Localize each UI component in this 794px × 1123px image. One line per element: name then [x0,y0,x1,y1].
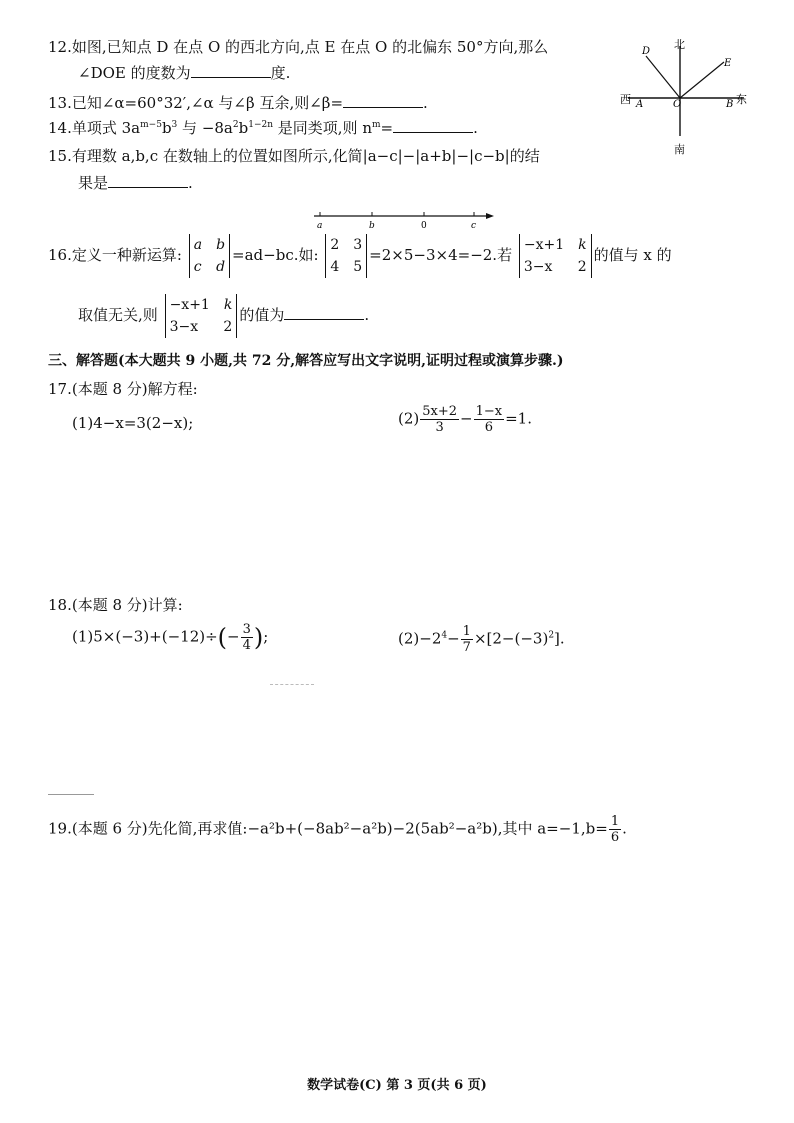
cell: −x+1 [169,297,210,313]
q19-end: . [622,819,627,838]
cell: b [216,237,226,253]
compass-diagram [618,36,758,162]
q14-prefix: 14.单项式 3a [48,119,141,137]
cell: −x+1 [523,237,565,253]
cell: a [193,237,203,253]
compass-south: 南 [674,143,685,156]
q16-line2 [78,294,369,338]
axis-label-a: a [317,221,323,231]
q16-line1 [48,234,672,278]
q18-p2-end: ]. [554,629,565,648]
q17-title: 17.(本题 8 分)解方程: [48,380,198,398]
cell: 5 [353,259,363,275]
denominator: 6 [484,420,493,435]
cell: k [578,237,587,253]
cell: k [223,297,233,313]
q16-cond-matrix-2 [165,294,238,338]
q14-mid2: 与 −8a [177,119,233,137]
q18-part2 [398,624,565,655]
cell: 3−x [169,319,199,335]
q12-line2 [78,62,290,83]
q14-exp1: m−5 [140,120,162,130]
q16-ex-result: =2×5−3×4=−2.若 [369,246,513,264]
denominator: 6 [610,830,620,845]
denominator: 4 [242,638,251,653]
cell: 2 [330,237,340,253]
axis-label-c: c [471,221,477,231]
q17-p2-suffix: =1. [505,409,532,428]
q18-p1-suffix: ; [263,627,269,646]
q16-line2-suffix: 的值为 [239,306,285,324]
q15-line1: 15.有理数 a,b,c 在数轴上的位置如图所示,化简|a−c|−|a+b|−|c−b|的结 [48,147,540,165]
numerator: 1−x [475,404,503,419]
q18-part1 [72,622,268,653]
q18-title: 18.(本题 8 分)计算: [48,596,183,614]
q18-fraction-1 [241,622,253,653]
q16-prefix: 16.定义一种新运算: [48,246,182,264]
q16-def-matrix [189,234,230,278]
q14-exp2: 3 [171,120,178,130]
q12-line2-suffix: 度. [270,64,291,82]
cell: 2 [223,319,233,335]
q15-answer-blank[interactable] [108,186,188,188]
q18-p2-exp2: 2 [548,630,555,641]
q19 [48,814,627,845]
q16-cond-matrix [519,234,592,278]
q17-p2-prefix: (2) [398,409,420,428]
section3-heading: 三、解答题(本大题共 9 小题,共 72 分,解答应写出文字说明,证明过程或演算步骤.) [48,353,564,369]
denominator: 3 [435,420,444,435]
q14-answer-blank[interactable] [393,131,473,133]
q15-line2-suffix: . [188,174,193,192]
q14-eq: = [380,119,394,137]
q17-fraction-1 [420,404,459,435]
q19-fraction [609,814,621,845]
paren-open: ( [217,623,228,652]
q18-p1-prefix: (1)5×(−3)+(−12)÷ [72,627,218,646]
q14-suffix: . [473,119,478,137]
page-footer: 数学试卷(C) 第 3 页(共 6 页) [307,1078,487,1093]
axis-label-0: 0 [421,221,427,231]
q17-part2 [398,404,532,435]
q18-p2-prefix: (2)−2 [398,629,442,648]
scan-mark [270,684,314,686]
scan-mark [48,794,94,796]
q15-line2-prefix: 果是 [78,174,109,192]
cell: 4 [330,259,340,275]
q18-p2-exp: 4 [441,630,448,641]
axis-label-b: b [369,221,375,231]
cell: 3 [353,237,363,253]
cell: 2 [577,259,587,275]
numerator: 3 [242,622,251,637]
q16-def-result: =ad−bc.如: [232,246,319,264]
denominator: 7 [462,640,471,655]
q18-p1-neg: − [227,627,240,646]
q17-part1: (1)4−x=3(2−x); [72,414,194,432]
q16-answer-blank[interactable] [284,318,364,320]
q14-exp3: 2 [232,120,239,130]
q18-p2-minus: − [447,629,460,648]
cell: c [193,259,202,275]
number-line [310,208,500,234]
q18-fraction-2 [461,624,473,655]
q12-line2-prefix: ∠DOE 的度数为 [78,64,191,82]
q12-answer-blank[interactable] [191,76,271,78]
q16-example-matrix [325,234,367,278]
q12-line1: 12.如图,已知点 D 在点 O 的西北方向,点 E 在点 O 的北偏东 50°方向,那么 [48,38,549,56]
paren-close: ) [253,623,264,652]
numerator: 1 [462,624,471,639]
q17-fraction-2 [474,404,505,435]
compass-point-d: D [642,46,651,57]
q19-text: 19.(本题 6 分)先化简,再求值:−a²b+(−8ab²−a²b)−2(5ab²−a²b),其中 a=−1,b= [48,819,608,838]
compass-point-b: B [726,99,734,110]
cell: 3−x [523,259,553,275]
q13-suffix: . [423,94,428,112]
q14-exp4: 1−2n [248,120,274,130]
q14-mid4: 是同类项,则 n [273,119,372,137]
q16-end: . [364,306,370,324]
q18-p2-rest: ×[2−(−3) [473,629,549,648]
compass-point-a: A [636,99,644,110]
numerator: 5x+2 [422,404,458,419]
compass-east: 东 [736,93,747,106]
q13-prefix: 13.已知∠α=60°32′,∠α 与∠β 互余,则∠β= [48,94,344,112]
q15-line2 [78,172,193,193]
compass-point-o: O [673,99,682,110]
numerator: 1 [610,814,620,829]
q13 [48,92,428,113]
compass-point-e: E [724,58,732,69]
q16-cond-text: 的值与 x 的 [593,246,672,264]
q14-exp5: m [371,120,381,130]
q13-answer-blank[interactable] [343,106,423,108]
cell: d [216,259,226,275]
q14 [48,117,478,138]
q16-line2-prefix: 取值无关,则 [78,306,158,324]
compass-north: 北 [674,38,685,51]
q14-b2: b [238,119,249,137]
q14-b1: b [161,119,172,137]
q17-minus: − [460,409,473,428]
compass-west: 西 [620,93,631,106]
